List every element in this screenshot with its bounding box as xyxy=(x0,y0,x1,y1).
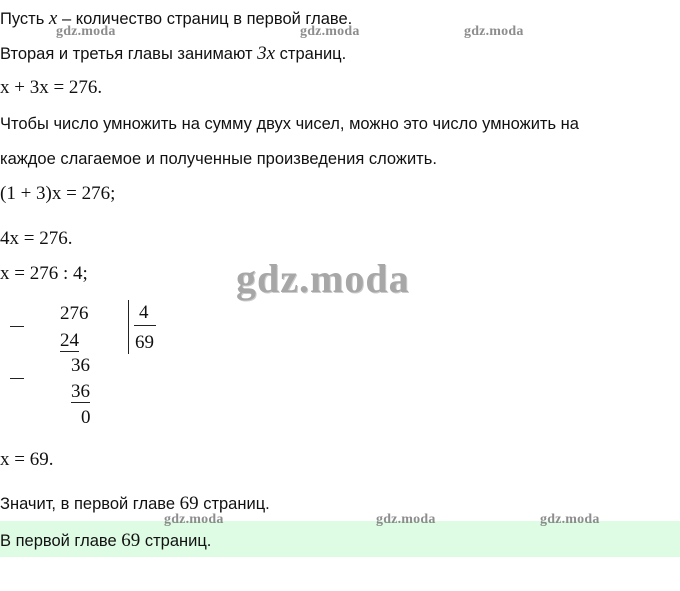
rule-line-1: Чтобы число умножить на сумму двух чисел, можно это число умножить на xyxy=(0,115,579,133)
equation-result: x = 69. xyxy=(0,449,54,470)
divisor: 4 xyxy=(139,302,149,323)
conclusion: Значит, в первой главе 69 страниц. xyxy=(0,493,270,514)
second-subtrahend: 36 xyxy=(71,381,90,402)
watermark-large: gdz.moda xyxy=(236,256,410,301)
division-vertical-bar xyxy=(128,300,129,354)
first-subtrahend: 24 xyxy=(60,330,79,351)
equation-sum: x + 3x = 276. xyxy=(0,77,103,98)
statement-chapters-two-three: Вторая и третья главы занимают 3x страниц. xyxy=(0,43,347,64)
watermark: gdz.moda xyxy=(540,512,600,527)
answer-text: В первой главе 69 страниц. xyxy=(0,530,212,551)
minus-sign-2 xyxy=(10,378,24,379)
watermark: gdz.moda xyxy=(164,512,224,527)
final-remainder: 0 xyxy=(81,407,91,428)
divisor-underline xyxy=(134,325,156,326)
quotient: 69 xyxy=(135,332,154,353)
equation-simplified: 4x = 276. xyxy=(0,228,73,249)
dividend: 276 xyxy=(60,303,89,324)
watermark: gdz.moda xyxy=(376,512,436,527)
watermark: gdz.moda xyxy=(300,24,360,39)
equation-division: x = 276 : 4; xyxy=(0,263,88,284)
watermark: gdz.moda xyxy=(464,24,524,39)
statement-variable-definition: Пусть x – количество страниц в первой главе. xyxy=(0,8,353,29)
minus-sign-1 xyxy=(10,326,24,327)
second-remainder: 36 xyxy=(71,355,90,376)
rule-line-2: каждое слагаемое и полученные произведения сложить. xyxy=(0,150,437,168)
watermark: gdz.moda xyxy=(56,24,116,39)
equation-distributive: (1 + 3)x = 276; xyxy=(0,183,116,204)
